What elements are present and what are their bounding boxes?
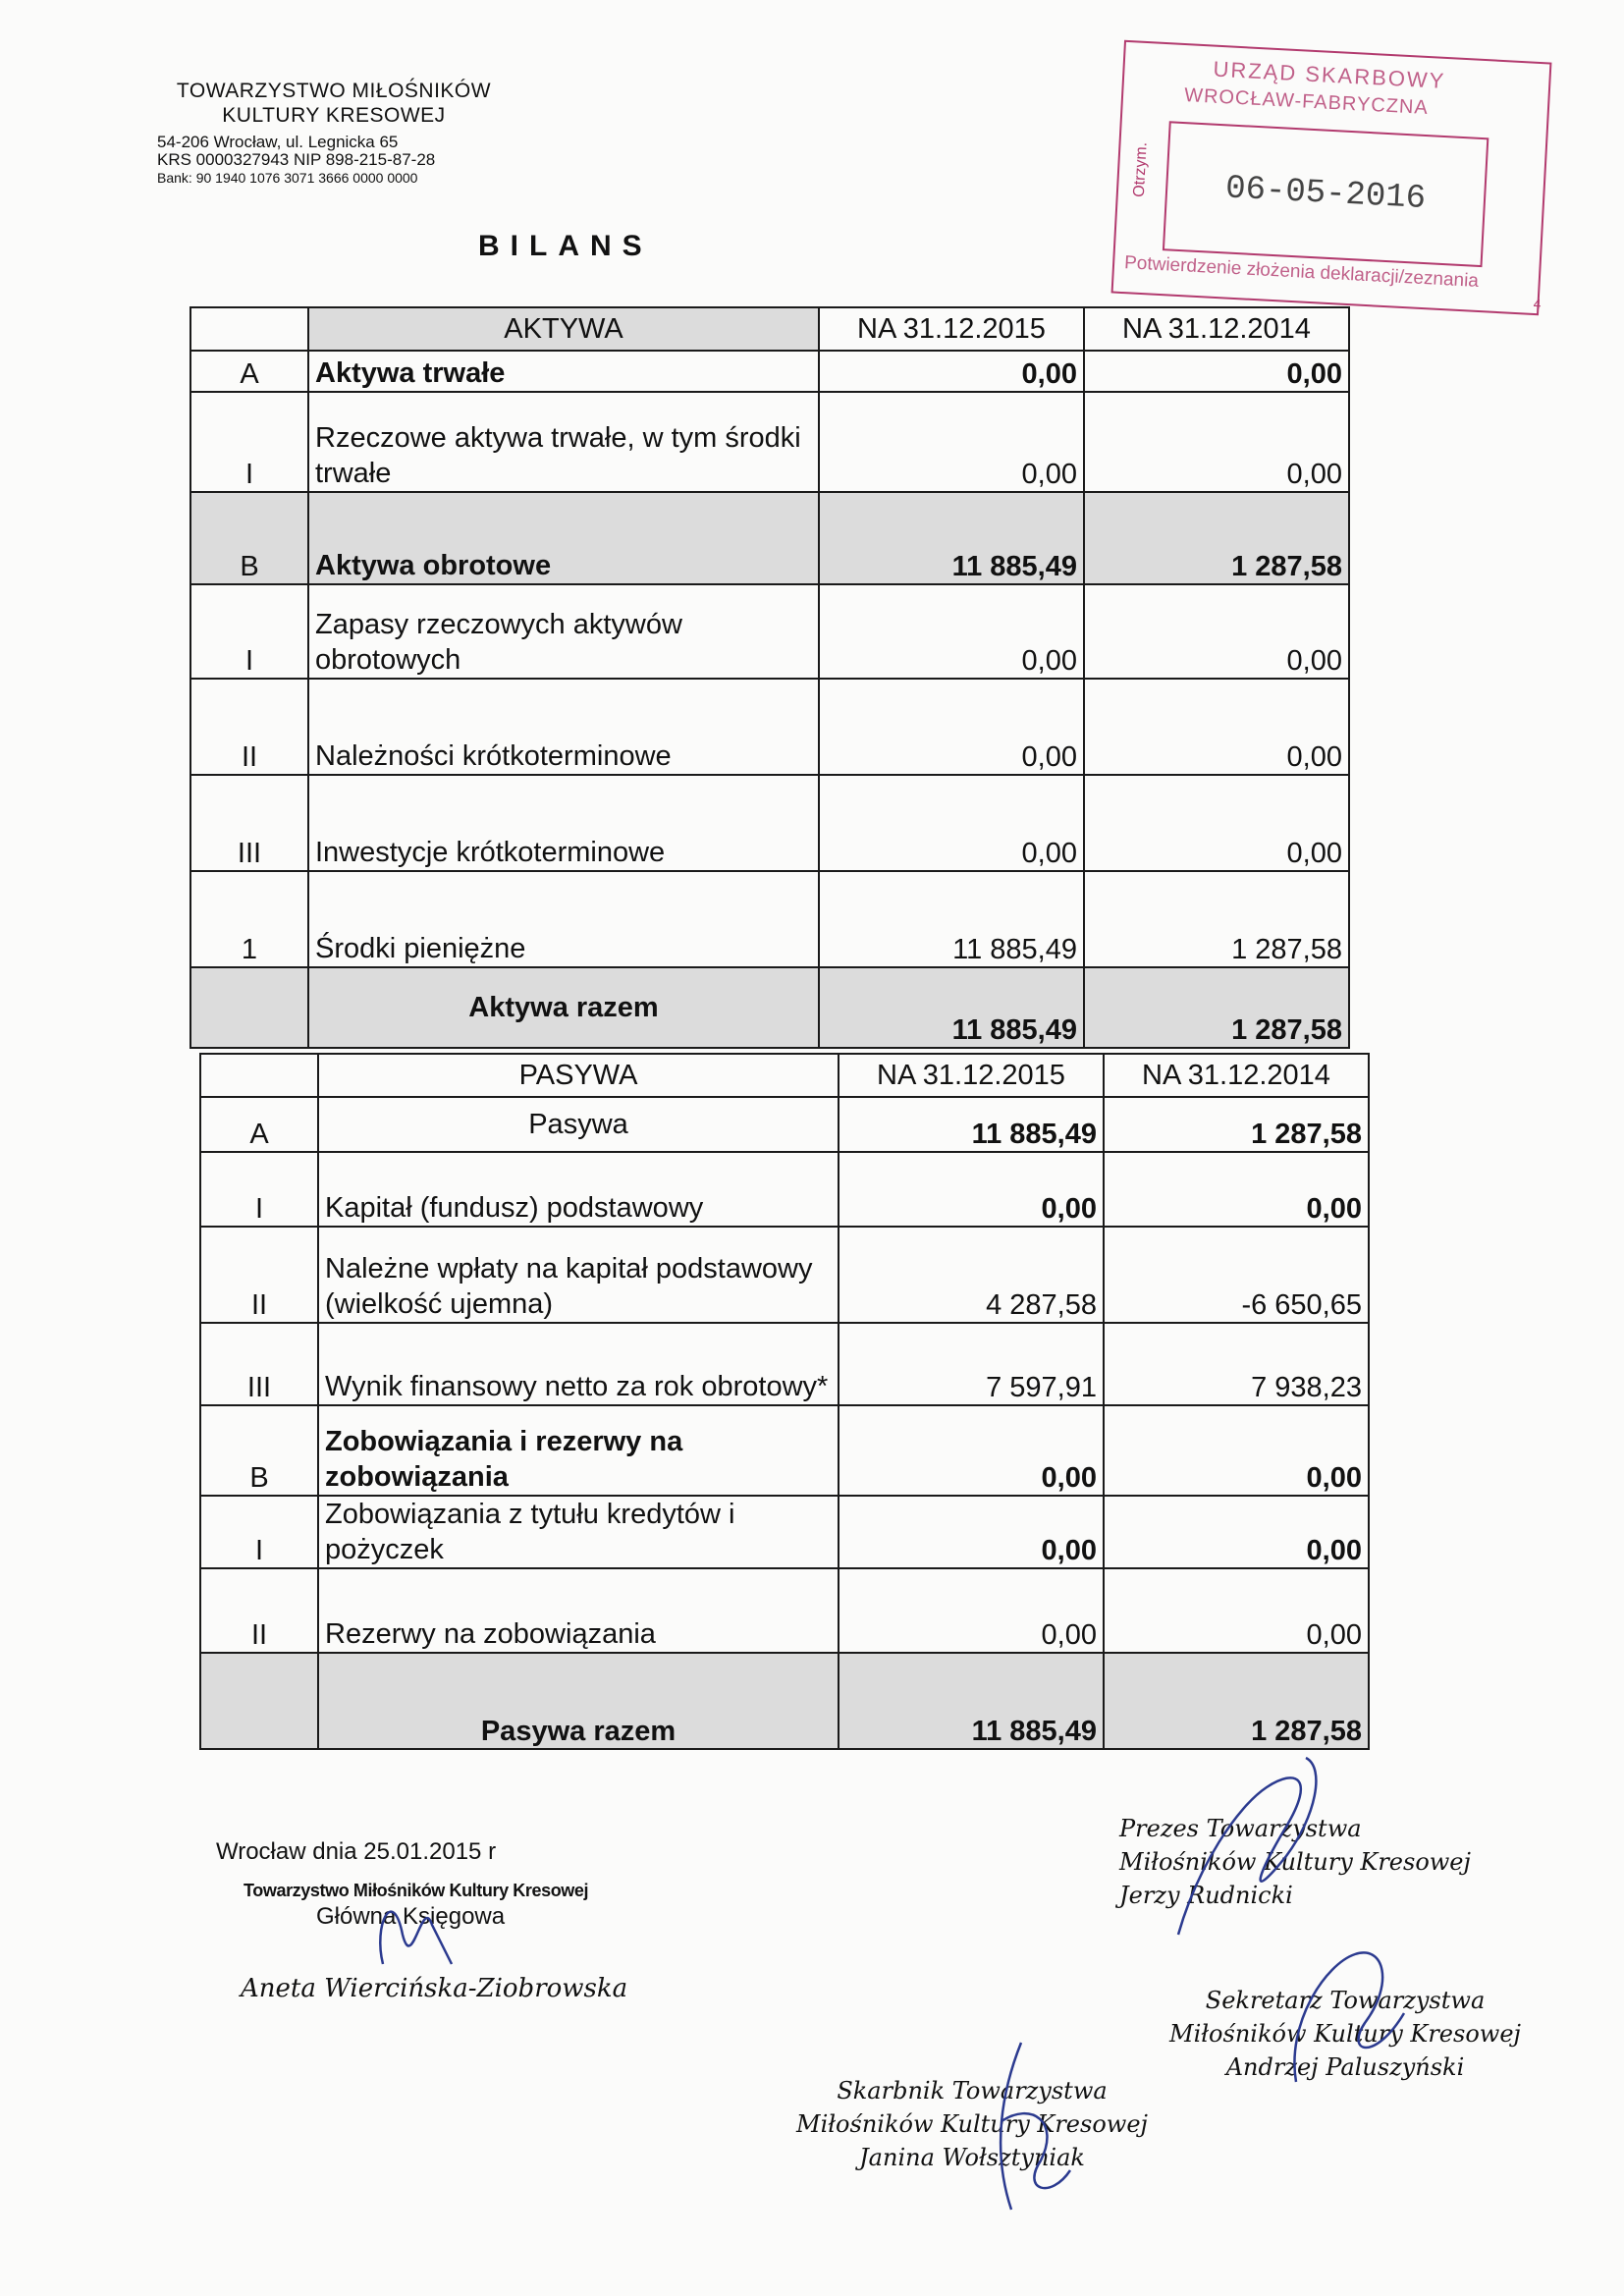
liabilities-total-label: Pasywa razem xyxy=(318,1653,839,1749)
organization-header xyxy=(137,79,530,187)
stamp-office-name: URZĄD SKARBOWY xyxy=(1212,56,1447,93)
table-row: A Pasywa 11 885,49 1 287,58 xyxy=(200,1097,1369,1152)
stamp-office-location: WROCŁAW-FABRYCZNA xyxy=(1183,84,1430,120)
liabilities-total-2014: 1 287,58 xyxy=(1104,1653,1369,1749)
assets-header-2014: NA 31.12.2014 xyxy=(1084,307,1349,351)
assets-total-2015: 11 885,49 xyxy=(819,967,1084,1048)
accountant-role: Główna Księgowa xyxy=(316,1903,506,1930)
table-row: I Kapitał (fundusz) podstawowy 0,00 0,00 xyxy=(200,1152,1369,1227)
table-row: A Aktywa trwałe 0,00 0,00 xyxy=(190,351,1349,392)
document-title: BILANS xyxy=(478,230,653,262)
liabilities-header-2015: NA 31.12.2015 xyxy=(839,1054,1104,1097)
stamp-date: 06-05-2016 xyxy=(1163,121,1489,267)
secretary-name: Andrzej Paluszyński xyxy=(1225,2053,1465,2081)
tax-office-stamp xyxy=(1111,40,1552,315)
table-row: B Zobowiązania i rezerwy na zobowiązania 0,00 0,00 xyxy=(200,1405,1369,1496)
secretary-org: Miłośników Kultury Kresowej xyxy=(1169,2020,1521,2048)
liabilities-header-row xyxy=(200,1054,1369,1097)
org-bank-account: Bank: 90 1940 1076 3071 3666 0000 0000 xyxy=(157,170,418,186)
president-title: Prezes Towarzystwa xyxy=(1119,1815,1362,1842)
president-signature xyxy=(1159,1748,1355,1944)
stamp-number: 4 xyxy=(1533,295,1542,312)
liabilities-total-row xyxy=(200,1653,1369,1749)
org-name-line1: TOWARZYSTWO MIŁOŚNIKÓW xyxy=(176,80,492,102)
accountant-name: Aneta Wiercińska-Ziobrowska xyxy=(241,1974,628,2003)
table-row: I Rzeczowe aktywa trwałe, w tym środki trwałe 0,00 0,00 xyxy=(190,392,1349,492)
stamp-confirmation-text: Potwierdzenie złożenia deklaracji/zeznania xyxy=(1123,252,1480,292)
liabilities-header-label: PASYWA xyxy=(318,1054,839,1097)
treasurer-org: Miłośników Kultury Kresowej xyxy=(796,2110,1148,2138)
table-row: 1 Środki pieniężne 11 885,49 1 287,58 xyxy=(190,871,1349,967)
accountant-stamp-org: Towarzystwo Miłośników Kultury Kresowej xyxy=(244,1881,589,1900)
org-name-line2: KULTURY KRESOWEJ xyxy=(222,104,446,127)
secretary-signature xyxy=(1267,1925,1434,2092)
liabilities-table xyxy=(199,1053,1370,1750)
table-row: II Należne wpłaty na kapitał podstawowy (wielkość ujemna) 4 287,58 -6 650,65 xyxy=(200,1227,1369,1323)
treasurer-title: Skarbnik Towarzystwa xyxy=(837,2077,1108,2105)
accountant-signature xyxy=(363,1866,520,1984)
place-and-date: Wrocław dnia 25.01.2015 r xyxy=(216,1838,497,1865)
assets-total-row xyxy=(190,967,1349,1048)
president-org: Miłośników Kultury Kresowej xyxy=(1119,1848,1471,1876)
treasurer-name: Janina Wołsztyniak xyxy=(859,2144,1085,2171)
org-krs-nip: KRS 0000327943 NIP 898-215-87-28 xyxy=(157,150,436,169)
assets-header-label: AKTYWA xyxy=(308,307,819,351)
table-row: III Wynik finansowy netto za rok obrotowy* 7 597,91 7 938,23 xyxy=(200,1323,1369,1405)
assets-header-2015: NA 31.12.2015 xyxy=(819,307,1084,351)
table-row: II Rezerwy na zobowiązania 0,00 0,00 xyxy=(200,1568,1369,1653)
treasurer-signature xyxy=(962,2033,1100,2219)
table-row: B Aktywa obrotowe 11 885,49 1 287,58 xyxy=(190,492,1349,584)
assets-header-row xyxy=(190,307,1349,351)
org-address: 54-206 Wrocław, ul. Legnicka 65 xyxy=(157,133,399,151)
table-row: I Zapasy rzeczowych aktywów obrotowych 0,00 0,00 xyxy=(190,584,1349,679)
assets-total-2014: 1 287,58 xyxy=(1084,967,1349,1048)
stamp-received-label: Otrzym. xyxy=(1130,141,1151,198)
liabilities-total-2015: 11 885,49 xyxy=(839,1653,1104,1749)
table-row: I Zobowiązania z tytułu kredytów i pożyczek 0,00 0,00 xyxy=(200,1496,1369,1568)
secretary-title: Sekretarz Towarzystwa xyxy=(1205,1987,1486,2014)
president-name: Jerzy Rudnicki xyxy=(1119,1882,1293,1909)
table-row: III Inwestycje krótkoterminowe 0,00 0,00 xyxy=(190,775,1349,871)
table-row: II Należności krótkoterminowe 0,00 0,00 xyxy=(190,679,1349,775)
liabilities-header-2014: NA 31.12.2014 xyxy=(1104,1054,1369,1097)
assets-total-label: Aktywa razem xyxy=(308,967,819,1048)
assets-table xyxy=(189,306,1350,1049)
